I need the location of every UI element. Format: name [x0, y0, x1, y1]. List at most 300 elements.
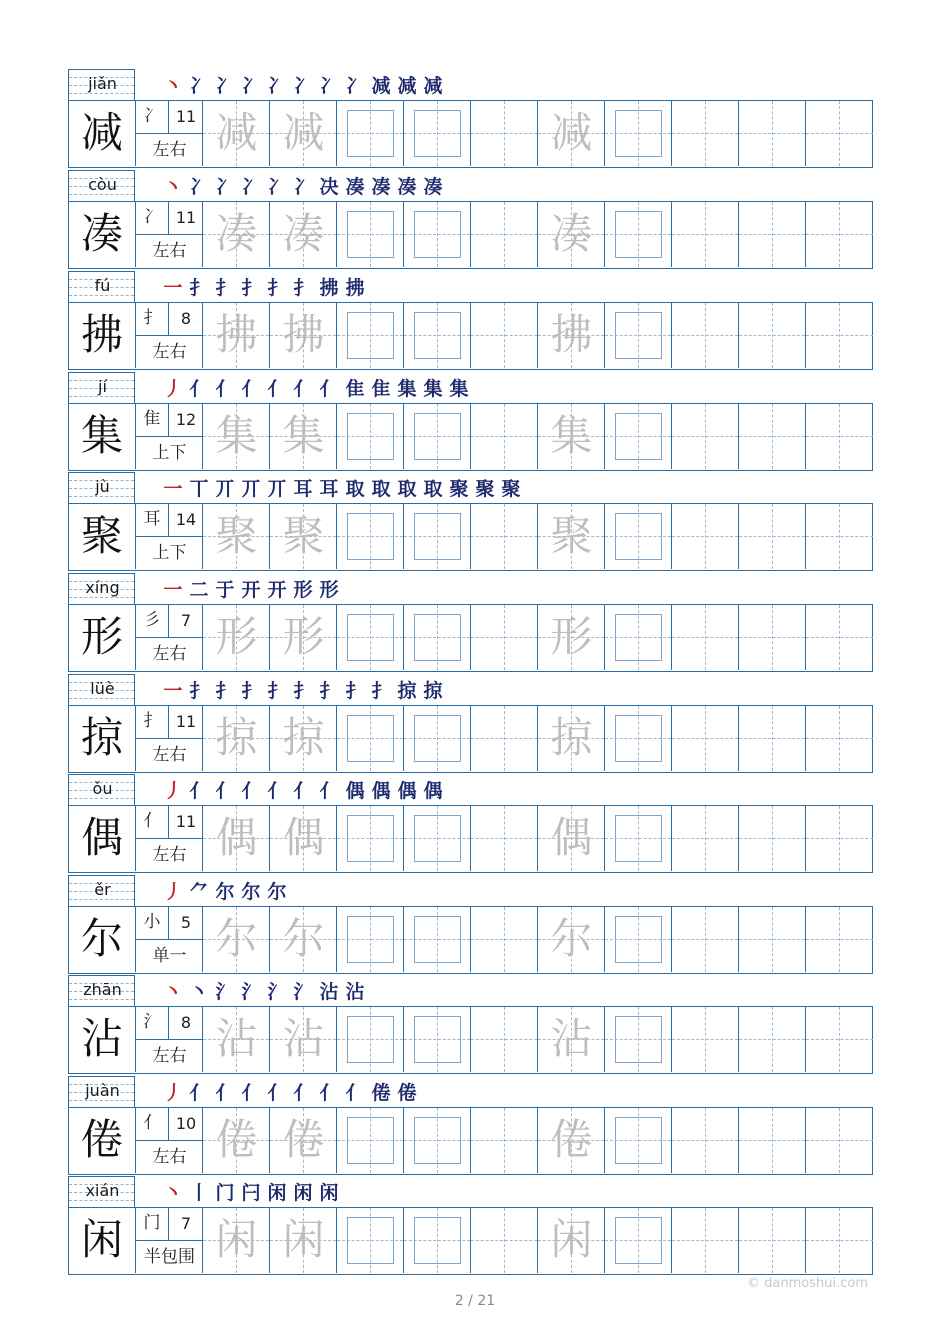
blank-cell	[471, 1007, 538, 1072]
blank-cell	[739, 1108, 806, 1173]
pinyin-cell	[68, 170, 135, 201]
trace-character: 闲	[282, 1215, 325, 1264]
box-cell	[605, 504, 672, 569]
character-row	[68, 573, 873, 674]
stroke-step: 一	[163, 680, 183, 702]
blank-cell	[739, 1007, 806, 1072]
trace-character: 尔	[215, 914, 258, 963]
stroke-step: 扌	[319, 680, 339, 702]
character-info	[136, 706, 203, 771]
stroke-step: 扌	[241, 277, 261, 299]
stroke-step: 聚	[501, 478, 521, 500]
trace-cell	[538, 404, 605, 469]
stroke-step: 冫	[319, 75, 339, 97]
radical: 亻	[136, 806, 169, 839]
trace-character: 聚	[282, 511, 325, 560]
blank-cell	[739, 202, 806, 267]
stroke-step: 偶	[371, 780, 391, 802]
radical: 扌	[136, 706, 169, 739]
structure: 左右	[152, 1046, 187, 1066]
trace-character: 拂	[215, 310, 258, 359]
pinyin-text: ěr	[94, 880, 111, 899]
trace-character: 闲	[550, 1215, 593, 1264]
stroke-step: 凑	[397, 176, 417, 198]
trace-cell	[203, 101, 270, 166]
practice-box	[347, 110, 394, 157]
stroke-step: 亻	[293, 1082, 313, 1104]
trace-character: 倦	[282, 1115, 325, 1164]
pinyin-row	[68, 372, 873, 403]
character-row	[68, 774, 873, 875]
practice-box	[615, 513, 662, 560]
trace-character: 形	[215, 612, 258, 661]
radical: 冫	[136, 202, 169, 235]
character-row	[68, 472, 873, 573]
practice-box	[615, 110, 662, 157]
box-cell	[605, 706, 672, 771]
box-cell	[605, 1208, 672, 1273]
radical: 隹	[136, 404, 169, 437]
practice-box	[414, 715, 461, 762]
stroke-step: 亻	[319, 378, 339, 400]
stroke-step: 亻	[293, 780, 313, 802]
practice-box	[414, 312, 461, 359]
stroke-order	[160, 980, 368, 1004]
practice-grid	[68, 1107, 873, 1175]
blank-cell	[806, 504, 873, 569]
stroke-step: 二	[189, 579, 209, 601]
practice-box	[347, 513, 394, 560]
box-cell	[404, 706, 471, 771]
practice-box	[414, 1016, 461, 1063]
pinyin-row	[68, 271, 873, 302]
trace-character: 尔	[282, 914, 325, 963]
character-row	[68, 975, 873, 1076]
stroke-step: 聚	[475, 478, 495, 500]
pinyin-row	[68, 975, 873, 1006]
blank-cell	[471, 605, 538, 670]
model-character: 凑	[69, 202, 136, 267]
character-row	[68, 372, 873, 473]
trace-cell	[270, 605, 337, 670]
blank-cell	[739, 1208, 806, 1273]
trace-cell	[203, 605, 270, 670]
model-character: 集	[69, 404, 136, 469]
trace-cell	[538, 1208, 605, 1273]
pinyin-text: zhān	[83, 980, 122, 999]
box-cell	[337, 504, 404, 569]
stroke-step: 丿	[163, 881, 183, 903]
page-number: 2 / 21	[454, 1293, 496, 1309]
trace-cell	[203, 1208, 270, 1273]
stroke-step: 凑	[423, 176, 443, 198]
pinyin-text: còu	[88, 175, 117, 194]
stroke-step: 扌	[215, 680, 235, 702]
character-row	[68, 271, 873, 372]
blank-cell	[806, 1007, 873, 1072]
stroke-step: 一	[163, 478, 183, 500]
stroke-step: 形	[319, 579, 339, 601]
practice-box	[414, 413, 461, 460]
practice-box	[347, 916, 394, 963]
pinyin-cell	[68, 975, 135, 1006]
trace-cell	[538, 605, 605, 670]
stroke-step: 偶	[397, 780, 417, 802]
pinyin-cell	[68, 271, 135, 302]
stroke-step: 亻	[345, 1082, 365, 1104]
stroke-step: 决	[319, 176, 339, 198]
stroke-step: 氵	[215, 981, 235, 1003]
pinyin-cell	[68, 1076, 135, 1107]
pinyin-row	[68, 170, 873, 201]
practice-box	[414, 1217, 461, 1264]
trace-cell	[203, 907, 270, 972]
practice-grid	[68, 503, 873, 571]
stroke-step: 闲	[267, 1182, 287, 1204]
stroke-step: 凑	[345, 176, 365, 198]
stroke-step: 闲	[319, 1182, 339, 1204]
character-row	[68, 1176, 873, 1277]
box-cell	[337, 101, 404, 166]
stroke-step: 耳	[319, 478, 339, 500]
blank-cell	[739, 404, 806, 469]
blank-cell	[672, 605, 739, 670]
stroke-step: 亻	[215, 378, 235, 400]
box-cell	[337, 404, 404, 469]
stroke-step: 集	[397, 378, 417, 400]
trace-cell	[270, 303, 337, 368]
trace-cell	[270, 1208, 337, 1273]
pinyin-text: xíng	[85, 578, 120, 597]
stroke-step: 门	[215, 1182, 235, 1204]
stroke-count: 14	[169, 504, 203, 537]
practice-box	[615, 815, 662, 862]
trace-cell	[270, 706, 337, 771]
blank-cell	[739, 706, 806, 771]
trace-character: 拂	[550, 310, 593, 359]
trace-character: 拂	[282, 310, 325, 359]
stroke-step: 形	[293, 579, 313, 601]
blank-cell	[806, 303, 873, 368]
box-cell	[605, 303, 672, 368]
stroke-step: 沾	[319, 981, 339, 1003]
character-info	[136, 303, 203, 368]
stroke-step: 亻	[267, 780, 287, 802]
blank-cell	[471, 1208, 538, 1273]
character-info	[136, 202, 203, 267]
practice-grid	[68, 1207, 873, 1275]
stroke-step: 沾	[345, 981, 365, 1003]
stroke-count: 11	[169, 101, 203, 134]
model-character: 尔	[69, 907, 136, 972]
box-cell	[605, 1108, 672, 1173]
stroke-step: 扌	[345, 680, 365, 702]
character-row	[68, 69, 873, 170]
stroke-step: 扌	[189, 680, 209, 702]
structure: 上下	[152, 543, 187, 563]
trace-character: 形	[282, 612, 325, 661]
stroke-step: 倦	[371, 1082, 391, 1104]
stroke-step: 丶	[189, 981, 209, 1003]
structure: 左右	[152, 845, 187, 865]
stroke-step: 丌	[215, 478, 235, 500]
character-row	[68, 170, 873, 271]
pinyin-row	[68, 875, 873, 906]
trace-character: 减	[282, 108, 325, 157]
stroke-step: 掠	[423, 680, 443, 702]
character-info	[136, 605, 203, 670]
practice-box	[347, 1016, 394, 1063]
stroke-step: 扌	[267, 680, 287, 702]
stroke-step: 冫	[293, 176, 313, 198]
box-cell	[605, 806, 672, 871]
structure: 左右	[152, 644, 187, 664]
character-row	[68, 1076, 873, 1177]
structure: 左右	[152, 140, 187, 160]
radical: 耳	[136, 504, 169, 537]
stroke-step: 冫	[189, 176, 209, 198]
trace-character: 集	[282, 411, 325, 460]
trace-cell	[203, 1108, 270, 1173]
stroke-step: 扌	[241, 680, 261, 702]
trace-cell	[203, 706, 270, 771]
blank-cell	[806, 404, 873, 469]
practice-box	[347, 614, 394, 661]
stroke-step: 尔	[267, 881, 287, 903]
stroke-count: 8	[169, 303, 203, 336]
practice-box	[615, 1016, 662, 1063]
pinyin-row	[68, 1076, 873, 1107]
stroke-step: 隹	[345, 378, 365, 400]
blank-cell	[672, 202, 739, 267]
blank-cell	[672, 504, 739, 569]
stroke-step: 氵	[267, 981, 287, 1003]
trace-cell	[538, 303, 605, 368]
stroke-order	[160, 74, 446, 98]
radical: 亻	[136, 1108, 169, 1141]
trace-character: 尔	[550, 914, 593, 963]
trace-cell	[538, 202, 605, 267]
trace-cell	[538, 907, 605, 972]
trace-cell	[203, 303, 270, 368]
stroke-step: 丌	[267, 478, 287, 500]
practice-grid	[68, 403, 873, 471]
practice-box	[615, 413, 662, 460]
stroke-step: 集	[423, 378, 443, 400]
stroke-step: 亻	[293, 378, 313, 400]
trace-character: 凑	[215, 209, 258, 258]
trace-cell	[203, 504, 270, 569]
stroke-step: 于	[215, 579, 235, 601]
stroke-step: 亻	[267, 1082, 287, 1104]
pinyin-cell	[68, 1176, 135, 1207]
stroke-step: 取	[423, 478, 443, 500]
blank-cell	[471, 1108, 538, 1173]
stroke-step: 倦	[397, 1082, 417, 1104]
pinyin-row	[68, 472, 873, 503]
trace-character: 集	[550, 411, 593, 460]
box-cell	[605, 907, 672, 972]
stroke-step: 冫	[293, 75, 313, 97]
character-row	[68, 875, 873, 976]
trace-character: 减	[550, 108, 593, 157]
practice-grid	[68, 705, 873, 773]
trace-cell	[203, 404, 270, 469]
stroke-step: 取	[397, 478, 417, 500]
trace-cell	[538, 101, 605, 166]
stroke-step: 取	[371, 478, 391, 500]
stroke-step: 拂	[319, 277, 339, 299]
practice-box	[414, 1117, 461, 1164]
trace-cell	[270, 404, 337, 469]
trace-character: 聚	[550, 511, 593, 560]
stroke-count: 8	[169, 1007, 203, 1040]
trace-cell	[538, 706, 605, 771]
trace-character: 掠	[215, 713, 258, 762]
stroke-step: 集	[449, 378, 469, 400]
stroke-step: 凑	[371, 176, 391, 198]
stroke-step: 丶	[163, 1182, 183, 1204]
stroke-step: 减	[371, 75, 391, 97]
pinyin-row	[68, 573, 873, 604]
trace-cell	[270, 806, 337, 871]
stroke-step: 耳	[293, 478, 313, 500]
stroke-order	[160, 477, 524, 501]
character-info	[136, 1108, 203, 1173]
practice-box	[347, 312, 394, 359]
stroke-step: 拂	[345, 277, 365, 299]
stroke-step: 亻	[215, 780, 235, 802]
trace-character: 沾	[282, 1014, 325, 1063]
blank-cell	[806, 202, 873, 267]
box-cell	[337, 1108, 404, 1173]
stroke-step: 扌	[215, 277, 235, 299]
stroke-step: 丅	[189, 478, 209, 500]
practice-grid	[68, 805, 873, 873]
trace-cell	[203, 202, 270, 267]
practice-box	[615, 1117, 662, 1164]
stroke-step: 冫	[267, 75, 287, 97]
practice-grid	[68, 201, 873, 269]
character-info	[136, 1208, 203, 1273]
pinyin-text: jiǎn	[88, 74, 117, 93]
structure: 左右	[152, 1147, 187, 1167]
trace-character: 凑	[282, 209, 325, 258]
stroke-step: ⺈	[189, 881, 209, 903]
box-cell	[605, 605, 672, 670]
stroke-count: 5	[169, 907, 203, 940]
stroke-step: 丿	[163, 1082, 183, 1104]
model-character: 闲	[69, 1208, 136, 1273]
structure: 单一	[152, 946, 187, 966]
trace-character: 凑	[550, 209, 593, 258]
blank-cell	[806, 1208, 873, 1273]
trace-cell	[270, 202, 337, 267]
structure: 左右	[152, 342, 187, 362]
character-info	[136, 101, 203, 166]
practice-box	[414, 211, 461, 258]
pinyin-row	[68, 674, 873, 705]
trace-cell	[538, 1108, 605, 1173]
structure: 半包围	[144, 1247, 195, 1267]
radical: 氵	[136, 1007, 169, 1040]
pinyin-cell	[68, 472, 135, 503]
stroke-step: 亻	[319, 780, 339, 802]
stroke-count: 11	[169, 806, 203, 839]
stroke-step: 氵	[293, 981, 313, 1003]
model-character: 拂	[69, 303, 136, 368]
blank-cell	[471, 706, 538, 771]
stroke-order	[160, 679, 446, 703]
box-cell	[337, 605, 404, 670]
practice-box	[347, 413, 394, 460]
stroke-step: 冫	[215, 75, 235, 97]
character-info	[136, 907, 203, 972]
trace-cell	[270, 504, 337, 569]
trace-cell	[270, 1007, 337, 1072]
pinyin-text: xián	[85, 1181, 120, 1200]
stroke-order	[160, 578, 342, 602]
blank-cell	[672, 1108, 739, 1173]
stroke-step: 丶	[163, 981, 183, 1003]
box-cell	[337, 706, 404, 771]
trace-cell	[538, 504, 605, 569]
blank-cell	[672, 1208, 739, 1273]
trace-character: 聚	[215, 511, 258, 560]
practice-box	[615, 1217, 662, 1264]
pinyin-text: juàn	[85, 1081, 120, 1100]
practice-box	[347, 815, 394, 862]
model-character: 沾	[69, 1007, 136, 1072]
pinyin-cell	[68, 372, 135, 403]
blank-cell	[806, 1108, 873, 1173]
stroke-step: 扌	[267, 277, 287, 299]
stroke-step: 取	[345, 478, 365, 500]
practice-box	[414, 815, 461, 862]
stroke-step: 扌	[189, 277, 209, 299]
practice-grid	[68, 100, 873, 168]
trace-cell	[270, 907, 337, 972]
practice-box	[414, 916, 461, 963]
blank-cell	[739, 605, 806, 670]
box-cell	[404, 202, 471, 267]
box-cell	[404, 1208, 471, 1273]
blank-cell	[806, 907, 873, 972]
stroke-step: 丨	[189, 1182, 209, 1204]
stroke-step: 掠	[397, 680, 417, 702]
stroke-step: 减	[423, 75, 443, 97]
stroke-step: 闩	[241, 1182, 261, 1204]
pinyin-row	[68, 1176, 873, 1207]
pinyin-row	[68, 774, 873, 805]
blank-cell	[471, 806, 538, 871]
stroke-step: 丌	[241, 478, 261, 500]
stroke-step: 减	[397, 75, 417, 97]
trace-character: 掠	[550, 713, 593, 762]
stroke-step: 亻	[189, 780, 209, 802]
blank-cell	[739, 101, 806, 166]
stroke-step: 丶	[163, 75, 183, 97]
blank-cell	[806, 101, 873, 166]
pinyin-text: lüè	[90, 679, 115, 698]
radical: 门	[136, 1208, 169, 1241]
model-character: 掠	[69, 706, 136, 771]
stroke-step: 扌	[293, 680, 313, 702]
box-cell	[404, 404, 471, 469]
practice-box	[414, 614, 461, 661]
model-character: 聚	[69, 504, 136, 569]
stroke-step: 冫	[267, 176, 287, 198]
